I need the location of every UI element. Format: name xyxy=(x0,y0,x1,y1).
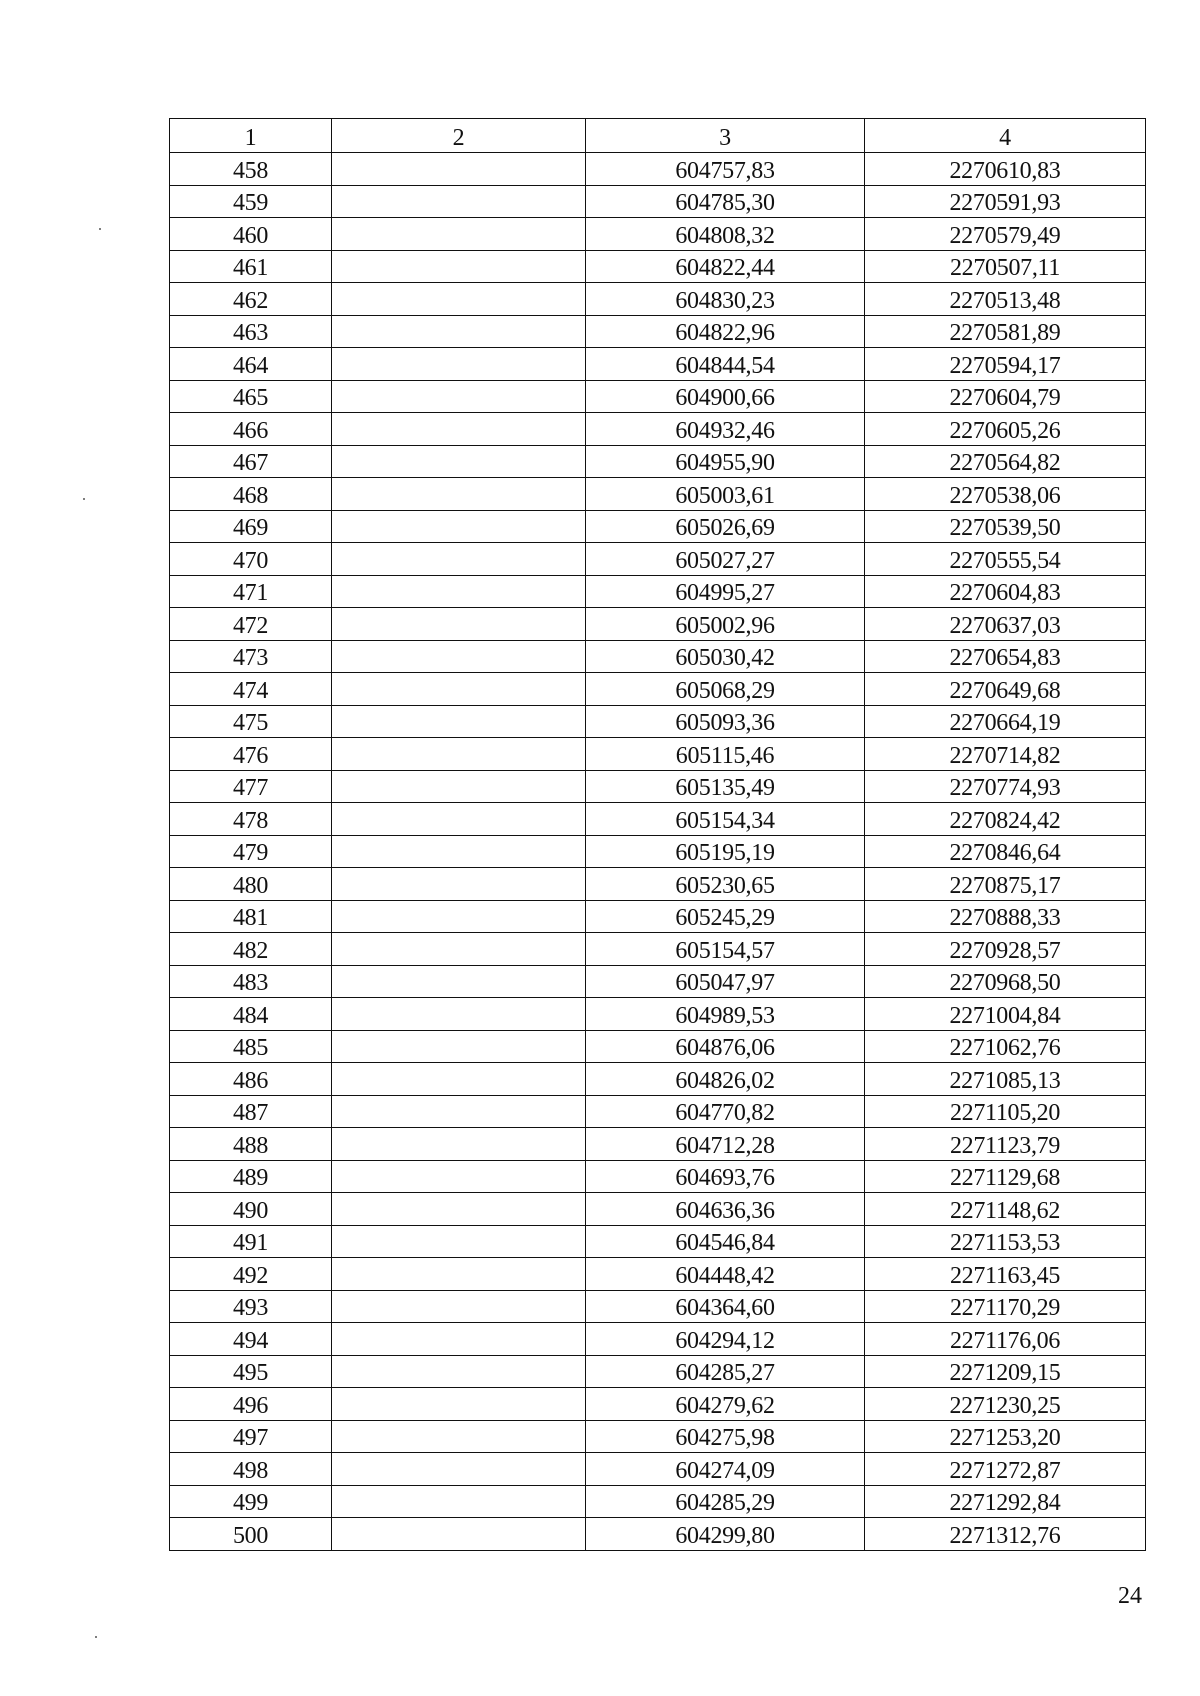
table-cell-col-3: 604808,32 xyxy=(586,218,865,251)
table-row xyxy=(170,1485,1146,1518)
table-cell-col-2 xyxy=(332,868,586,901)
table-row xyxy=(170,1063,1146,1096)
table-cell-col-3: 604274,09 xyxy=(586,1453,865,1486)
table-cell-col-1: 471 xyxy=(170,575,332,608)
table-row xyxy=(170,1355,1146,1388)
table-cell-col-2 xyxy=(332,185,586,218)
table-cell-col-3: 604826,02 xyxy=(586,1063,865,1096)
table-cell-col-1: 485 xyxy=(170,1030,332,1063)
table-cell-col-3: 605245,29 xyxy=(586,900,865,933)
table-row xyxy=(170,1323,1146,1356)
table-cell-col-3: 604448,42 xyxy=(586,1258,865,1291)
column-header-4: 4 xyxy=(865,119,1146,153)
table-row xyxy=(170,315,1146,348)
table-cell-col-2 xyxy=(332,705,586,738)
table-cell-col-4: 2271292,84 xyxy=(865,1485,1146,1518)
table-cell-col-2 xyxy=(332,835,586,868)
table-cell-col-1: 490 xyxy=(170,1193,332,1226)
table-cell-col-1: 477 xyxy=(170,770,332,803)
table-header xyxy=(170,119,1146,153)
table-cell-col-2 xyxy=(332,673,586,706)
table-cell-col-3: 604932,46 xyxy=(586,413,865,446)
table-row xyxy=(170,770,1146,803)
table-cell-col-2 xyxy=(332,218,586,251)
table-cell-col-3: 605093,36 xyxy=(586,705,865,738)
table-cell-col-4: 2270846,64 xyxy=(865,835,1146,868)
table-row xyxy=(170,478,1146,511)
table-cell-col-4: 2270579,49 xyxy=(865,218,1146,251)
table-cell-col-4: 2270654,83 xyxy=(865,640,1146,673)
table-cell-col-2 xyxy=(332,1388,586,1421)
table-cell-col-1: 458 xyxy=(170,153,332,186)
table-row xyxy=(170,283,1146,316)
table-row xyxy=(170,1518,1146,1551)
table-row xyxy=(170,1258,1146,1291)
table-row xyxy=(170,153,1146,186)
table-cell-col-2 xyxy=(332,413,586,446)
table-cell-col-4: 2271129,68 xyxy=(865,1160,1146,1193)
table-row xyxy=(170,998,1146,1031)
table-cell-col-4: 2270581,89 xyxy=(865,315,1146,348)
table-cell-col-3: 605030,42 xyxy=(586,640,865,673)
table-cell-col-3: 604364,60 xyxy=(586,1290,865,1323)
table-cell-col-4: 2271153,53 xyxy=(865,1225,1146,1258)
table-cell-col-2 xyxy=(332,543,586,576)
table-cell-col-2 xyxy=(332,998,586,1031)
table-cell-col-4: 2270591,93 xyxy=(865,185,1146,218)
table-cell-col-1: 473 xyxy=(170,640,332,673)
table-cell-col-3: 604285,27 xyxy=(586,1355,865,1388)
table-cell-col-3: 604876,06 xyxy=(586,1030,865,1063)
table-cell-col-2 xyxy=(332,1030,586,1063)
table-cell-col-1: 468 xyxy=(170,478,332,511)
table-cell-col-1: 476 xyxy=(170,738,332,771)
table-cell-col-4: 2270594,17 xyxy=(865,348,1146,381)
table-cell-col-3: 604757,83 xyxy=(586,153,865,186)
column-header-1: 1 xyxy=(170,119,332,153)
table-cell-col-2 xyxy=(332,1518,586,1551)
table-row xyxy=(170,1225,1146,1258)
table-cell-col-3: 605047,97 xyxy=(586,965,865,998)
table-cell-col-3: 604900,66 xyxy=(586,380,865,413)
table-row xyxy=(170,673,1146,706)
table-cell-col-3: 605027,27 xyxy=(586,543,865,576)
table-row xyxy=(170,900,1146,933)
table-cell-col-1: 463 xyxy=(170,315,332,348)
table-cell-col-2 xyxy=(332,803,586,836)
table-cell-col-4: 2270875,17 xyxy=(865,868,1146,901)
table-cell-col-1: 484 xyxy=(170,998,332,1031)
table-cell-col-2 xyxy=(332,510,586,543)
table-cell-col-4: 2271272,87 xyxy=(865,1453,1146,1486)
table-cell-col-1: 461 xyxy=(170,250,332,283)
table-cell-col-2 xyxy=(332,900,586,933)
table-cell-col-1: 498 xyxy=(170,1453,332,1486)
table-cell-col-1: 489 xyxy=(170,1160,332,1193)
table-cell-col-3: 605154,57 xyxy=(586,933,865,966)
table-cell-col-3: 604770,82 xyxy=(586,1095,865,1128)
table-cell-col-1: 487 xyxy=(170,1095,332,1128)
table-cell-col-4: 2270610,83 xyxy=(865,153,1146,186)
table-cell-col-2 xyxy=(332,738,586,771)
table-cell-col-2 xyxy=(332,640,586,673)
table-cell-col-1: 488 xyxy=(170,1128,332,1161)
table-row xyxy=(170,835,1146,868)
table-row xyxy=(170,803,1146,836)
table-cell-col-1: 493 xyxy=(170,1290,332,1323)
coordinates-table xyxy=(169,118,1146,1551)
table-cell-col-3: 605002,96 xyxy=(586,608,865,641)
column-header-2: 2 xyxy=(332,119,586,153)
table-cell-col-2 xyxy=(332,608,586,641)
table-row xyxy=(170,1095,1146,1128)
table-cell-col-2 xyxy=(332,380,586,413)
table-row xyxy=(170,1453,1146,1486)
scan-speck xyxy=(99,228,101,230)
table-cell-col-3: 605230,65 xyxy=(586,868,865,901)
scan-speck xyxy=(83,498,85,500)
table-cell-col-1: 500 xyxy=(170,1518,332,1551)
table-cell-col-1: 494 xyxy=(170,1323,332,1356)
table-cell-col-4: 2270555,54 xyxy=(865,543,1146,576)
table-cell-col-3: 604275,98 xyxy=(586,1420,865,1453)
column-header-3: 3 xyxy=(586,119,865,153)
table-cell-col-1: 497 xyxy=(170,1420,332,1453)
table-cell-col-3: 605115,46 xyxy=(586,738,865,771)
table-cell-col-1: 459 xyxy=(170,185,332,218)
table-cell-col-2 xyxy=(332,283,586,316)
table-cell-col-2 xyxy=(332,1193,586,1226)
table-row xyxy=(170,1128,1146,1161)
table-row xyxy=(170,445,1146,478)
table-cell-col-1: 499 xyxy=(170,1485,332,1518)
table-cell-col-2 xyxy=(332,1355,586,1388)
table-cell-col-4: 2271253,20 xyxy=(865,1420,1146,1453)
table-cell-col-1: 495 xyxy=(170,1355,332,1388)
table-row xyxy=(170,1160,1146,1193)
table-cell-col-3: 605154,34 xyxy=(586,803,865,836)
table-cell-col-3: 604285,29 xyxy=(586,1485,865,1518)
table-cell-col-2 xyxy=(332,1225,586,1258)
table-cell-col-4: 2271148,62 xyxy=(865,1193,1146,1226)
table-cell-col-2 xyxy=(332,445,586,478)
table-cell-col-3: 604989,53 xyxy=(586,998,865,1031)
table-row xyxy=(170,1290,1146,1323)
header-row xyxy=(170,119,1146,153)
table-cell-col-4: 2270824,42 xyxy=(865,803,1146,836)
table-cell-col-3: 605195,19 xyxy=(586,835,865,868)
table-cell-col-1: 472 xyxy=(170,608,332,641)
table-cell-col-1: 492 xyxy=(170,1258,332,1291)
table-cell-col-1: 460 xyxy=(170,218,332,251)
table-cell-col-4: 2270714,82 xyxy=(865,738,1146,771)
table-cell-col-4: 2270539,50 xyxy=(865,510,1146,543)
table-cell-col-1: 479 xyxy=(170,835,332,868)
table-cell-col-4: 2271230,25 xyxy=(865,1388,1146,1421)
table-cell-col-4: 2270664,19 xyxy=(865,705,1146,738)
table-cell-col-4: 2270513,48 xyxy=(865,283,1146,316)
table-row xyxy=(170,348,1146,381)
table-row xyxy=(170,738,1146,771)
table-cell-col-3: 604955,90 xyxy=(586,445,865,478)
table-cell-col-3: 604712,28 xyxy=(586,1128,865,1161)
table-cell-col-3: 605026,69 xyxy=(586,510,865,543)
table-cell-col-1: 470 xyxy=(170,543,332,576)
table-cell-col-2 xyxy=(332,1063,586,1096)
table-cell-col-1: 462 xyxy=(170,283,332,316)
table-row xyxy=(170,608,1146,641)
table-cell-col-2 xyxy=(332,1160,586,1193)
table-cell-col-3: 604294,12 xyxy=(586,1323,865,1356)
table-row xyxy=(170,218,1146,251)
table-cell-col-1: 474 xyxy=(170,673,332,706)
table-cell-col-4: 2271123,79 xyxy=(865,1128,1146,1161)
table-cell-col-3: 604785,30 xyxy=(586,185,865,218)
table-cell-col-2 xyxy=(332,1095,586,1128)
table-row xyxy=(170,185,1146,218)
table-cell-col-1: 481 xyxy=(170,900,332,933)
table-cell-col-2 xyxy=(332,153,586,186)
table-row xyxy=(170,250,1146,283)
table-cell-col-1: 475 xyxy=(170,705,332,738)
table-cell-col-4: 2271163,45 xyxy=(865,1258,1146,1291)
table-cell-col-2 xyxy=(332,250,586,283)
table-row xyxy=(170,510,1146,543)
table-cell-col-4: 2270538,06 xyxy=(865,478,1146,511)
table-cell-col-4: 2270968,50 xyxy=(865,965,1146,998)
table-cell-col-2 xyxy=(332,1323,586,1356)
table-cell-col-1: 467 xyxy=(170,445,332,478)
table-cell-col-3: 604995,27 xyxy=(586,575,865,608)
table-cell-col-2 xyxy=(332,348,586,381)
table-cell-col-4: 2271105,20 xyxy=(865,1095,1146,1128)
table-cell-col-4: 2271176,06 xyxy=(865,1323,1146,1356)
table-cell-col-4: 2270888,33 xyxy=(865,900,1146,933)
table-cell-col-1: 469 xyxy=(170,510,332,543)
table-cell-col-2 xyxy=(332,1128,586,1161)
table-cell-col-3: 604693,76 xyxy=(586,1160,865,1193)
table-cell-col-4: 2270604,83 xyxy=(865,575,1146,608)
table-cell-col-2 xyxy=(332,965,586,998)
table-cell-col-3: 604844,54 xyxy=(586,348,865,381)
table-row xyxy=(170,413,1146,446)
table-cell-col-1: 486 xyxy=(170,1063,332,1096)
table-cell-col-4: 2270928,57 xyxy=(865,933,1146,966)
table-cell-col-2 xyxy=(332,315,586,348)
table-cell-col-3: 604279,62 xyxy=(586,1388,865,1421)
table-cell-col-2 xyxy=(332,1453,586,1486)
table-cell-col-4: 2271312,76 xyxy=(865,1518,1146,1551)
table-cell-col-1: 464 xyxy=(170,348,332,381)
table-cell-col-3: 604546,84 xyxy=(586,1225,865,1258)
table-cell-col-3: 604299,80 xyxy=(586,1518,865,1551)
table-cell-col-3: 605003,61 xyxy=(586,478,865,511)
table-cell-col-3: 605068,29 xyxy=(586,673,865,706)
table-row xyxy=(170,965,1146,998)
table-cell-col-1: 466 xyxy=(170,413,332,446)
table-cell-col-2 xyxy=(332,1258,586,1291)
table-cell-col-3: 604830,23 xyxy=(586,283,865,316)
table-cell-col-3: 605135,49 xyxy=(586,770,865,803)
table-cell-col-1: 496 xyxy=(170,1388,332,1421)
table-cell-col-4: 2271062,76 xyxy=(865,1030,1146,1063)
table-row xyxy=(170,575,1146,608)
table-row xyxy=(170,1193,1146,1226)
page-number: 24 xyxy=(1118,1583,1142,1609)
table-cell-col-3: 604822,96 xyxy=(586,315,865,348)
table-cell-col-3: 604822,44 xyxy=(586,250,865,283)
table-cell-col-1: 478 xyxy=(170,803,332,836)
table-row xyxy=(170,1420,1146,1453)
table-row xyxy=(170,380,1146,413)
table-cell-col-4: 2270605,26 xyxy=(865,413,1146,446)
table-cell-col-4: 2270507,11 xyxy=(865,250,1146,283)
table-cell-col-4: 2270637,03 xyxy=(865,608,1146,641)
table-cell-col-4: 2270649,68 xyxy=(865,673,1146,706)
table-row xyxy=(170,868,1146,901)
table-cell-col-2 xyxy=(332,770,586,803)
table-cell-col-1: 483 xyxy=(170,965,332,998)
table-cell-col-2 xyxy=(332,1420,586,1453)
table-cell-col-4: 2271209,15 xyxy=(865,1355,1146,1388)
table-cell-col-2 xyxy=(332,1485,586,1518)
table-row xyxy=(170,543,1146,576)
table-cell-col-1: 465 xyxy=(170,380,332,413)
table-cell-col-4: 2270774,93 xyxy=(865,770,1146,803)
table-cell-col-4: 2270604,79 xyxy=(865,380,1146,413)
table-body xyxy=(170,153,1146,1551)
table-cell-col-4: 2270564,82 xyxy=(865,445,1146,478)
table-row xyxy=(170,933,1146,966)
table-row xyxy=(170,640,1146,673)
table-cell-col-1: 491 xyxy=(170,1225,332,1258)
table-cell-col-1: 480 xyxy=(170,868,332,901)
table-cell-col-2 xyxy=(332,1290,586,1323)
table-cell-col-4: 2271170,29 xyxy=(865,1290,1146,1323)
scan-speck xyxy=(95,1636,97,1638)
table-cell-col-3: 604636,36 xyxy=(586,1193,865,1226)
table-cell-col-2 xyxy=(332,478,586,511)
table-row xyxy=(170,1388,1146,1421)
table-cell-col-2 xyxy=(332,933,586,966)
table-row xyxy=(170,1030,1146,1063)
table-cell-col-4: 2271004,84 xyxy=(865,998,1146,1031)
table-row xyxy=(170,705,1146,738)
table-cell-col-4: 2271085,13 xyxy=(865,1063,1146,1096)
table-cell-col-2 xyxy=(332,575,586,608)
table-cell-col-1: 482 xyxy=(170,933,332,966)
